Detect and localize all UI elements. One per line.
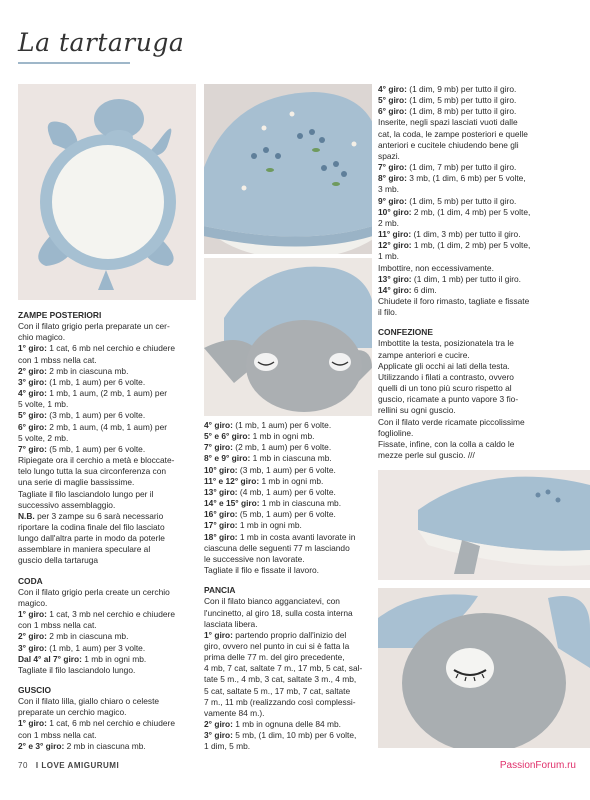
instruction-line	[18, 544, 196, 555]
instruction-line	[18, 455, 196, 466]
line-text: (1 dim, 1 mb) per tutto il giro.	[411, 273, 521, 284]
line-text: 3 mb.	[378, 184, 399, 195]
round-label: 3° giro:	[204, 730, 233, 741]
line-text: (1 dim, 5 mb) per tutto il giro.	[406, 195, 517, 206]
instruction-line	[18, 707, 196, 718]
instruction-line	[378, 307, 582, 318]
instruction-line	[378, 140, 582, 151]
instruction-line	[378, 251, 582, 262]
page-title: La tartaruga	[18, 28, 185, 57]
line-text: anteriori e cucitele chiudendo bene gli	[378, 139, 519, 150]
line-text: Utilizzando i filati a contrasto, ovvero	[378, 371, 514, 382]
instruction-line	[18, 366, 196, 377]
instruction-line	[18, 355, 196, 366]
instruction-line	[204, 498, 372, 509]
line-text: (1 dim, 5 mb) per tutto il giro.	[406, 95, 517, 106]
line-text: 1 mb in ogni mb.	[259, 475, 324, 486]
round-label: 17° giro:	[204, 520, 238, 531]
instruction-line	[378, 207, 582, 218]
line-text: 1 mb in ciascuna mb.	[250, 453, 332, 464]
line-text: rellini su ogni guscio.	[378, 405, 456, 416]
line-text: (1 dim, 3 mb) per tutto il giro.	[411, 229, 521, 240]
line-text: (3 mb, 1 aum) per 6 volte.	[237, 464, 336, 475]
instruction-line	[378, 84, 582, 95]
round-label: 3° giro:	[18, 642, 47, 653]
round-label: 5° e 6° giro:	[204, 431, 251, 442]
line-text: Ripiegate ora il cerchio a metà e bloccate-	[18, 455, 175, 466]
round-label: 11° giro:	[378, 229, 412, 240]
instruction-line	[378, 263, 582, 274]
line-text: tate 5 m., 4 mb, 3 cat, saltate 3 m., 4 mb,	[204, 674, 357, 685]
line-text: Con il filato verde ricamate piccolissime	[378, 416, 525, 427]
line-text: guscio della tartaruga	[18, 555, 99, 566]
instruction-line	[18, 654, 196, 665]
turtle-side-view-photo	[378, 470, 590, 580]
line-text: Fissate, infine, con la colla a caldo le	[378, 438, 515, 449]
text-column-right	[378, 84, 582, 461]
instruction-line	[18, 631, 196, 642]
line-text: Applicate gli occhi ai lati della testa.	[378, 360, 510, 371]
instruction-line	[204, 420, 372, 431]
instruction-line	[18, 422, 196, 433]
line-text: 2 mb in ciascuna mb.	[64, 740, 146, 751]
line-text: magico.	[18, 597, 48, 608]
round-label: 14° e 15° giro:	[204, 498, 260, 509]
instruction-line	[378, 151, 582, 162]
line-text: Con il filato lilla, giallo chiaro o celeste	[18, 696, 160, 707]
instruction-line	[378, 428, 582, 439]
round-label: 6° giro:	[378, 106, 407, 117]
line-text: 5 volte, 2 mb.	[18, 432, 69, 443]
title-underline	[18, 62, 130, 64]
instruction-line	[378, 361, 582, 372]
line-text: mezze perle sul guscio. ///	[378, 450, 475, 460]
round-label: 3° giro:	[18, 376, 47, 387]
instruction-line	[18, 609, 196, 620]
section-heading: GUSCIO	[18, 685, 52, 695]
line-text: 1 mb in ogni mb.	[250, 431, 315, 442]
round-label: 4° giro:	[18, 388, 47, 399]
instruction-line	[378, 394, 582, 405]
instruction-line	[378, 450, 582, 461]
section-heading: PANCIA	[204, 585, 236, 596]
line-text: (5 mb, 1 aum) per 6 volte.	[237, 509, 336, 520]
instruction-line	[18, 321, 196, 332]
instruction-line	[204, 608, 372, 619]
line-text: 2 mb.	[378, 217, 399, 228]
instruction-line	[204, 509, 372, 520]
line-text: 7 m., 11 mb (realizzando così complessi-	[204, 696, 356, 707]
line-text: per 3 zampe su 6 sarà necessario	[34, 510, 164, 521]
watermark: PassionForum.ru	[499, 760, 576, 771]
instruction-line	[18, 587, 196, 598]
magazine-name: I LOVE AMIGURUMI	[35, 761, 120, 770]
line-text: 6 dim.	[411, 284, 437, 295]
instruction-line	[204, 554, 372, 565]
instruction-line	[18, 433, 196, 444]
round-label: 1° giro:	[18, 609, 47, 620]
instruction-line	[378, 274, 582, 285]
round-label: Dal 4° al 7° giro:	[18, 653, 82, 664]
instruction-line	[18, 477, 196, 488]
line-text: 1 mb in ciascuna mb.	[259, 498, 342, 509]
line-text: 5 cat, saltate 5 m., 17 mb, 7 cat, saltate	[204, 685, 351, 696]
turtle-face-closeup-photo	[378, 588, 590, 748]
instruction-line	[204, 487, 372, 498]
line-text: (1 mb, 1 aum) per 3 volte.	[46, 642, 146, 653]
instruction-line	[204, 596, 372, 607]
line-text: 5 volte, 1 mb.	[18, 399, 69, 410]
instruction-line	[204, 431, 372, 442]
instruction-line	[18, 332, 196, 343]
line-text: 1 mb in ognuna delle 84 mb.	[232, 719, 341, 730]
line-text: Chiudete il foro rimasto, tagliate e fissate	[378, 295, 530, 306]
page-number: 70	[18, 761, 28, 770]
line-text: riportare la codina finale del filo lasciato	[18, 521, 165, 532]
instruction-line	[378, 95, 582, 106]
line-text: 1 cat, 3 mb nel cerchio e chiudere	[46, 609, 175, 620]
instruction-line	[378, 173, 582, 184]
line-text: l'uncinetto, al giro 18, sulla costa interna	[204, 607, 353, 618]
line-text: 1 mb, (1 dim, 2 mb) per 5 volte,	[411, 240, 531, 251]
instruction-line	[204, 719, 372, 730]
instruction-line	[204, 674, 372, 685]
instruction-line	[204, 641, 372, 652]
line-text: 1 dim, 5 mb.	[204, 741, 251, 752]
instruction-line	[18, 410, 196, 421]
round-label: 7° giro:	[204, 442, 233, 453]
line-text: (2 mb, 1 aum) per 6 volte.	[232, 442, 332, 453]
instruction-line	[18, 399, 196, 410]
instruction-line	[18, 718, 196, 729]
instruction-line	[204, 708, 372, 719]
round-label: 9° giro:	[378, 195, 407, 206]
instruction-line	[18, 522, 196, 533]
line-text: (5 mb, 1 aum) per 6 volte.	[46, 443, 146, 454]
line-text: 1 mb in ogni mb.	[237, 520, 302, 531]
line-text: (1 dim, 9 mb) per tutto il giro.	[406, 84, 517, 94]
instruction-line	[204, 543, 372, 554]
instruction-line	[378, 383, 582, 394]
instruction-line	[204, 652, 372, 663]
instruction-line	[378, 106, 582, 117]
turtle-shell-embroidery-closeup-photo	[204, 84, 372, 254]
instruction-line	[378, 129, 582, 140]
round-label: 7° giro:	[378, 162, 407, 173]
instruction-line	[18, 500, 196, 511]
line-text: 1 mb in ogni mb.	[81, 653, 147, 664]
line-text: foglioline.	[378, 427, 414, 438]
round-label: 8° giro:	[378, 173, 407, 184]
line-text: vamente 84 m.).	[204, 707, 265, 718]
instruction-line	[378, 417, 582, 428]
line-text: Con il filato grigio perla create un cerchio	[18, 586, 170, 597]
line-text: (1 dim, 8 mb) per tutto il giro.	[406, 106, 517, 117]
instruction-line	[18, 533, 196, 544]
line-text: 2 mb, 1 aum, (4 mb, 1 aum) per	[46, 421, 168, 432]
line-text: Tagliate il filo e fissate il lavoro.	[204, 565, 319, 576]
line-text: lungo dall'altra parte in modo da poterle	[18, 533, 165, 544]
round-label: 6° giro:	[18, 421, 47, 432]
instruction-line	[18, 444, 196, 455]
round-label: 2° giro:	[18, 365, 47, 376]
round-label: 2° e 3° giro:	[18, 740, 65, 751]
round-label: 5° giro:	[378, 95, 407, 106]
line-text: 1 cat, 6 mb nel cerchio e chiudere	[46, 343, 175, 354]
text-column-middle	[204, 420, 372, 753]
line-text: 1 mb, 1 aum, (2 mb, 1 aum) per	[46, 388, 168, 399]
round-label: 1° giro:	[204, 629, 233, 640]
instruction-line	[204, 465, 372, 476]
instruction-line	[18, 555, 196, 566]
round-label: 5° giro:	[18, 410, 47, 421]
line-text: telo lungo tutta la sua circonferenza con	[18, 466, 167, 477]
line-text: con 1 mbss nella cat.	[18, 620, 97, 631]
instruction-line	[378, 240, 582, 251]
line-text: le successive non lavorate.	[204, 553, 305, 564]
turtle-head-closeup-photo	[204, 258, 372, 416]
instruction-line	[204, 741, 372, 752]
line-text: Tagliate il filo lasciandolo lungo per il	[18, 488, 154, 499]
instruction-line	[378, 439, 582, 450]
line-text: quelli di un tono più scuro rispetto al	[378, 383, 512, 394]
instruction-line	[18, 343, 196, 354]
line-text: lasciata libera.	[204, 618, 258, 629]
instruction-line	[204, 565, 372, 576]
line-text: (1 dim, 7 mb) per tutto il giro.	[406, 162, 517, 173]
round-label: 8° e 9° giro:	[204, 453, 251, 464]
round-label: 12° giro:	[378, 240, 412, 251]
line-text: spazi.	[378, 150, 400, 161]
instruction-line	[204, 532, 372, 543]
instruction-line	[18, 730, 196, 741]
line-text: ciascuna delle seguenti 77 m lasciando	[204, 542, 350, 553]
line-text: 4 mb, 7 cat, saltate 7 m., 17 mb, 5 cat, sal-	[204, 663, 363, 674]
line-text: con 1 mbss nella cat.	[18, 354, 97, 365]
round-label: 16° giro:	[204, 509, 238, 520]
instruction-line	[18, 511, 196, 522]
line-text: assemblare in maniera speculare al	[18, 544, 151, 555]
instruction-line	[18, 741, 196, 752]
round-label: 7° giro:	[18, 443, 47, 454]
instruction-line	[18, 643, 196, 654]
line-text: 2 mb in ciascuna mb.	[46, 631, 129, 642]
section-heading: ZAMPE POSTERIORI	[18, 310, 102, 320]
round-label: 11° e 12° giro:	[204, 475, 260, 486]
instruction-line	[204, 630, 372, 641]
line-text: il filo.	[378, 307, 398, 318]
line-text: preparate un cerchio magico.	[18, 707, 127, 718]
round-label: 4° giro:	[204, 420, 233, 430]
round-label: 18° giro:	[204, 531, 238, 542]
line-text: 1 mb in costa avanti lavorate in	[237, 531, 356, 542]
section-heading: CONFEZIONE	[378, 327, 433, 338]
line-text: chio magico.	[18, 332, 66, 343]
line-text: Tagliate il filo lasciandolo lungo.	[18, 664, 136, 675]
round-label: 1° giro:	[18, 718, 47, 729]
instruction-line	[18, 598, 196, 609]
instruction-line	[378, 338, 582, 349]
line-text: (1 mb, 1 aum) per 6 volte.	[46, 376, 146, 387]
instruction-line	[378, 162, 582, 173]
text-column-left	[18, 310, 196, 752]
round-label: 2° giro:	[18, 631, 47, 642]
instruction-line	[204, 442, 372, 453]
instruction-line	[378, 285, 582, 296]
line-text: zampe anteriori e cucire.	[378, 349, 470, 360]
instruction-line	[204, 476, 372, 487]
line-text: con 1 mbss nella cat.	[18, 729, 97, 740]
section-heading: CODA	[18, 575, 43, 586]
line-text: 1 mb.	[378, 251, 399, 262]
instruction-line	[18, 620, 196, 631]
line-text: prima delle 77 m. del giro precedente,	[204, 652, 345, 663]
line-text: 2 mb, (1 dim, 4 mb) per 5 volte,	[411, 206, 531, 217]
line-text: (1 mb, 1 aum) per 6 volte.	[232, 420, 332, 430]
page-footer	[18, 761, 119, 770]
instruction-line	[378, 184, 582, 195]
round-label: 10° giro:	[378, 206, 412, 217]
line-text: 3 mb, (1 dim, 6 mb) per 5 volte,	[406, 173, 526, 184]
line-text: guscio, ricamate a punto vapore 3 fio-	[378, 394, 519, 405]
round-label: 10° giro:	[204, 464, 238, 475]
line-text: Con il filato grigio perla preparate un cer-	[18, 321, 170, 332]
line-text: 5 mb, (1 dim, 10 mb) per 6 volte,	[232, 730, 357, 741]
round-label: 1° giro:	[18, 343, 47, 354]
round-label: 13° giro:	[204, 486, 238, 497]
instruction-line	[378, 350, 582, 361]
instruction-line	[204, 730, 372, 741]
instruction-line	[204, 619, 372, 630]
line-text: Imbottite la testa, posizionatela tra le	[378, 338, 514, 349]
line-text: successivo assemblaggio.	[18, 499, 116, 510]
line-text: 1 cat, 6 mb nel cerchio e chiudere	[46, 718, 175, 729]
instruction-line	[378, 372, 582, 383]
round-label: 2° giro:	[204, 719, 233, 730]
instruction-line	[204, 663, 372, 674]
instruction-line	[18, 388, 196, 399]
instruction-line	[378, 196, 582, 207]
instruction-line	[204, 453, 372, 464]
line-text: cat, la coda, le zampe posteriori e quelle	[378, 128, 528, 139]
round-label: 14° giro:	[378, 284, 412, 295]
line-text: (4 mb, 1 aum) per 6 volte.	[237, 486, 336, 497]
instruction-line	[378, 229, 582, 240]
round-label: 13° giro:	[378, 273, 412, 284]
instruction-line	[18, 466, 196, 477]
instruction-line	[18, 696, 196, 707]
instruction-line	[204, 697, 372, 708]
round-label: N.B.	[18, 510, 35, 521]
instruction-line	[378, 296, 582, 307]
line-text: una serie di maglie bassissime.	[18, 477, 135, 488]
line-text: giro, ovvero nel punto in cui si è fatta la	[204, 640, 350, 651]
line-text: (3 mb, 1 aum) per 6 volte.	[46, 410, 146, 421]
instruction-line	[204, 686, 372, 697]
instruction-line	[378, 405, 582, 416]
instruction-line	[18, 665, 196, 676]
instruction-line	[378, 117, 582, 128]
line-text: Inserite, negli spazi lasciati vuoti dalle	[378, 117, 518, 128]
line-text: Con il filato bianco agganciatevi, con	[204, 596, 340, 607]
round-label: 4° giro:	[378, 84, 407, 94]
line-text: 2 mb in ciascuna mb.	[46, 365, 129, 376]
instruction-line	[18, 377, 196, 388]
instruction-line	[18, 489, 196, 500]
turtle-flat-top-view-photo	[18, 84, 196, 300]
instruction-line	[378, 218, 582, 229]
line-text: partendo proprio dall'inizio del	[232, 629, 347, 640]
line-text: Imbottire, non eccessivamente.	[378, 262, 494, 273]
instruction-line	[204, 520, 372, 531]
